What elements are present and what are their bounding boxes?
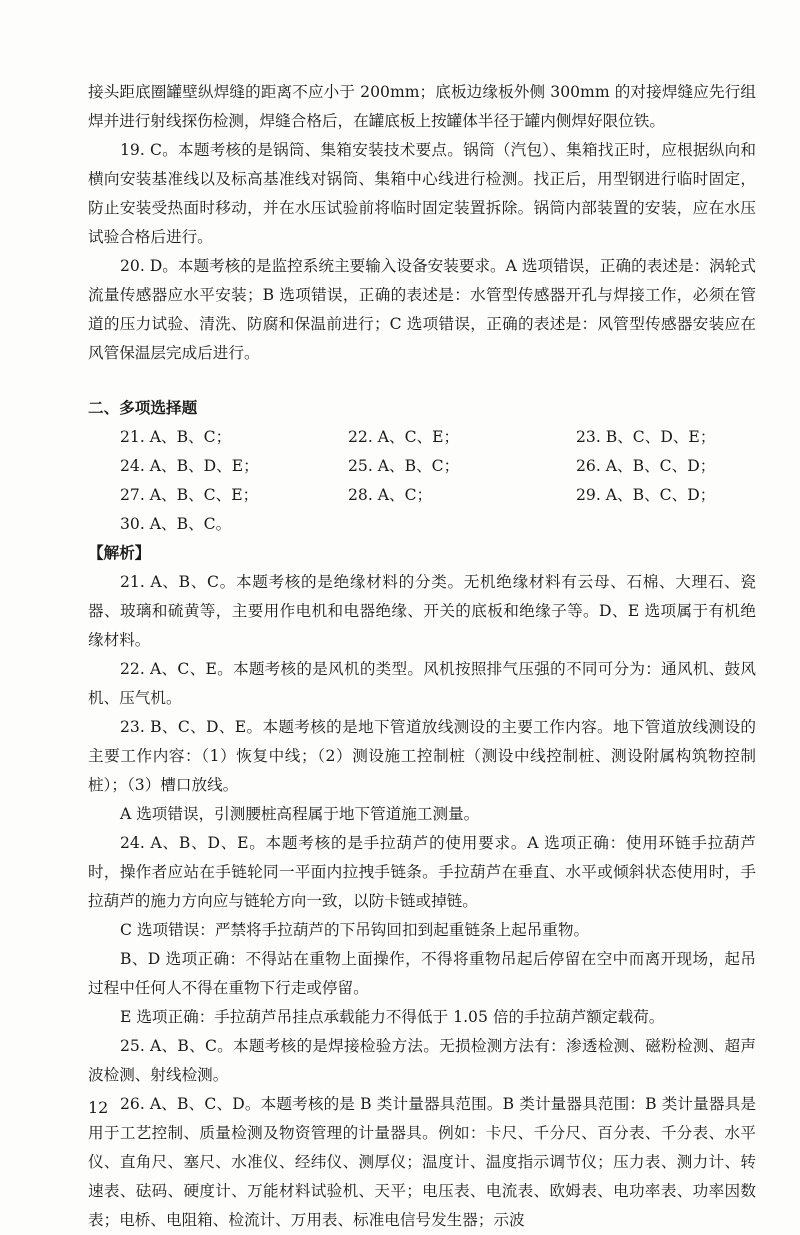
page-body (88, 78, 756, 1235)
answer-item: 27. A、B、C、E； (120, 486, 259, 504)
paragraph: E 选项正确：手拉葫芦吊挂点承载能力不得低于 1.05 倍的手拉葫芦额定载荷。 (120, 1008, 665, 1026)
paragraph: 26. A、B、C、D。本题考核的是 B 类计量器具范围。B 类计量器具范围：B 类计量器具是用于工艺控制、质量检测及物资管理的计量器具。例如：卡尺、千分尺、百分表、千分表、水平仪、直角尺、塞尺、水准仪、经纬仪、测厚仪；温度计、温度指示调节仪；压力表、测力计、转速表、砝码、硬度计、万能材料试验机、天平；电压表、电流表、欧姆表、电功率表、功率因数表；电桥、电阻箱、检流计、万用表、标准电信号发生器；示波 (88, 1095, 756, 1229)
paragraph: 接头距底圈罐壁纵焊缝的距离不应小于 200mm；底板边缘板外侧 300mm 的对接焊缝应先行组焊并进行射线探伤检测，焊缝合格后，在罐底板上按罐体半径于罐内侧焊好限位铁。 (88, 83, 756, 130)
paragraph: B、D 选项正确：不得站在重物上面操作，不得将重物吊起后停留在空中而离开现场，起吊过程中任何人不得在重物下行走或停留。 (88, 950, 756, 997)
answer-grid (88, 423, 756, 539)
answer-item: 22. A、C、E； (348, 428, 460, 446)
paragraph: 21. A、B、C。本题考核的是绝缘材料的分类。无机绝缘材料有云母、石棉、大理石、瓷器、玻璃和硫黄等，主要用作电机和电器绝缘、开关的底板和绝缘子等。D、E 选项属于有机绝缘材料。 (88, 573, 756, 649)
analysis-paragraphs (88, 568, 756, 1235)
answer-item: 23. B、C、D、E； (576, 428, 716, 446)
answer-item: 25. A、B、C； (348, 457, 460, 475)
answer-item: 21. A、B、C； (120, 428, 232, 446)
answer-item: 24. A、B、D、E； (120, 457, 259, 475)
paragraph: 20. D。本题考核的是监控系统主要输入设备安装要求。A 选项错误，正确的表述是：涡轮式流量传感器应水平安装；B 选项错误，正确的表述是：水管型传感器开孔与焊接工作，必须在管道的压力试验、清洗、防腐和保温前进行；C 选项错误，正确的表述是：风管型传感器安装应在风管保温层完成后进行。 (88, 257, 756, 362)
section-heading: 二、多项选择题 (88, 399, 198, 417)
paragraph: A 选项错误，引测腰桩高程属于地下管道施工测量。 (120, 805, 480, 823)
top-paragraphs (88, 78, 756, 368)
analysis-label: 【解析】 (88, 544, 151, 562)
page-number: 12 (88, 1098, 109, 1117)
answer-item: 28. A、C； (348, 486, 433, 504)
paragraph: 25. A、B、C。本题考核的是焊接检验方法。无损检测方法有：渗透检测、磁粉检测、超声波检测、射线检测。 (88, 1037, 756, 1084)
answer-item: 29. A、B、C、D； (576, 486, 716, 504)
paragraph: 22. A、C、E。本题考核的是风机的类型。风机按照排气压强的不同可分为：通风机、鼓风机、压气机。 (88, 660, 756, 707)
paragraph: C 选项错误：严禁将手拉葫芦的下吊钩回扣到起重链条上起吊重物。 (120, 921, 590, 939)
paragraph: 24. A、B、D、E。本题考核的是手拉葫芦的使用要求。A 选项正确：使用环链手拉葫芦时，操作者应站在手链轮同一平面内拉拽手链条。手拉葫芦在垂直、水平或倾斜状态使用时，手拉葫芦的施力方向应与链轮方向一致，以防卡链或掉链。 (88, 834, 756, 910)
paragraph: 23. B、C、D、E。本题考核的是地下管道放线测设的主要工作内容。地下管道放线测设的主要工作内容：（1）恢复中线；（2）测设施工控制桩（测设中线控制桩、测设附属构筑物控制桩）；（3）槽口放线。 (88, 718, 756, 794)
paragraph: 19. C。本题考核的是锅筒、集箱安装技术要点。锅筒（汽包）、集箱找正时，应根据纵向和横向安装基准线以及标高基准线对锅筒、集箱中心线进行检测。找正后，用型钢进行临时固定，防止安装受热面时移动，并在水压试验前将临时固定装置拆除。锅筒内部装置的安装，应在水压试验合格后进行。 (88, 141, 756, 246)
answer-item: 26. A、B、C、D； (576, 457, 716, 475)
answer-item: 30. A、B、C。 (120, 515, 232, 533)
